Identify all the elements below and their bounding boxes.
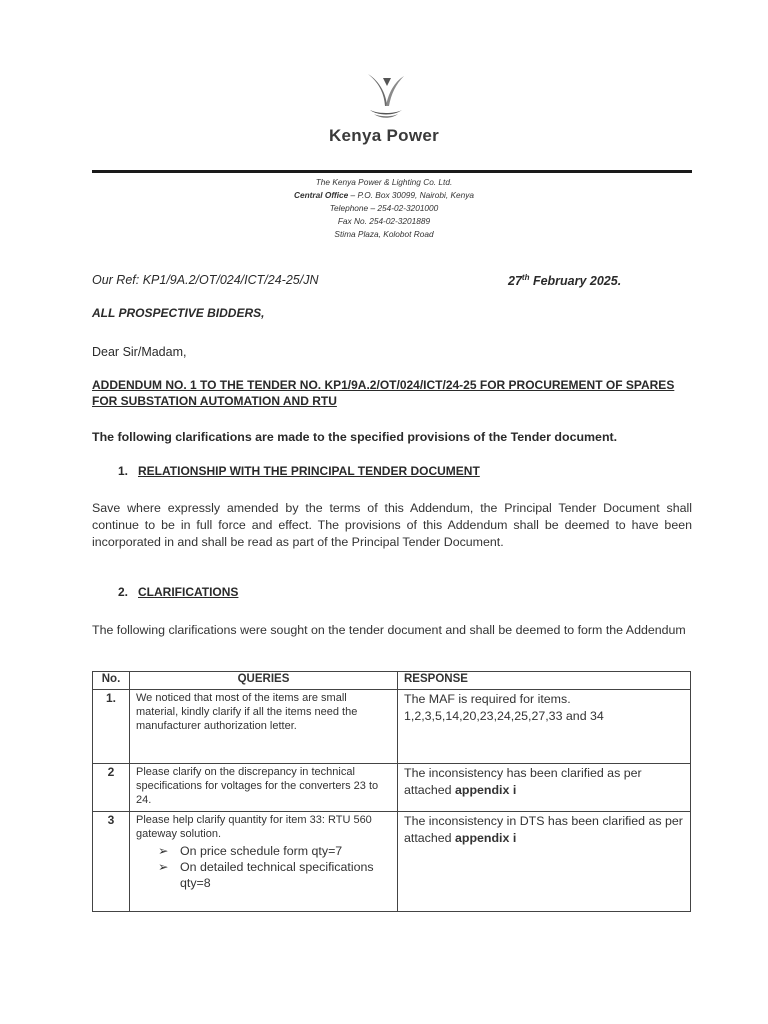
subject-heading: ADDENDUM NO. 1 TO THE TENDER NO. KP1/9A.2/OT/024/ICT/24-25 FOR PROCUREMENT OF SPARES FOR SUBSTATION AUTOMATION AND RTU [92,378,675,408]
row-number: 3 [93,812,130,912]
arrow-bullet-icon: ➢ [158,844,169,858]
our-reference: Our Ref: KP1/9A.2/OT/024/ICT/24-25/JN [92,273,319,287]
section-title: CLARIFICATIONS [138,585,239,599]
column-header-queries: QUERIES [130,672,398,690]
row-number: 2 [93,764,130,812]
table-row [93,690,691,764]
brand-name: Kenya Power [328,126,440,145]
section-1-heading [118,464,480,478]
list-item: ➢ On price schedule form qty=7 [158,844,343,858]
company-address [0,176,768,241]
section-1-body: Save where expressly amended by the terms of this Addendum, the Principal Tender Document shall continue to be in full force and effect. The provisions of this Addendum shall be deemed to have been incorporated in and shall be read as part of the Principal Tender Document. [92,501,692,549]
letter-date [508,273,621,288]
company-name: The Kenya Power & Lighting Co. Ltd. [315,177,453,187]
response-text: The inconsistency in DTS has been clarified as per attached [404,814,683,845]
section-title: RELATIONSHIP WITH THE PRINCIPAL TENDER DOCUMENT [138,464,480,478]
query-cell [130,812,398,912]
central-office-label: Central Office [293,190,349,200]
response-cell [398,764,691,812]
addressee: ALL PROSPECTIVE BIDDERS, [92,306,265,320]
kenya-power-logo [364,70,408,122]
query-text: Please help clarify quantity for item 33: RTU 560 gateway solution. [136,814,372,840]
table-row [93,764,691,812]
query-cell: We noticed that most of the items are small material, kindly clarify if all the items need the manufacturer authorization letter. [130,690,398,764]
arrow-bullet-icon: ➢ [158,860,169,874]
query-cell: Please clarify on the discrepancy in technical specifications for voltages for the converters 23 to 24. [130,764,398,812]
row-number: 1. [93,690,130,764]
response-cell [398,690,691,764]
appendix-reference: appendix i [454,783,517,797]
telephone-line: Telephone – 254-02-3201000 [329,203,439,213]
column-header-no: No. [93,672,130,690]
fax-line: Fax No. 254-02-3201889 [337,216,431,226]
section-2-body: The following clarifications were sought on the tender document and shall be deemed to form the Addendum [92,623,686,637]
section-number: 1. [118,464,129,478]
response-text: The inconsistency has been clarified as per attached [404,766,642,797]
list-item: ➢ On detailed technical specifications qty=8 [158,860,374,890]
response-cell [398,812,691,912]
quantity-bullet-list [158,843,391,891]
location-line: Stima Plaza, Kolobot Road [334,229,434,239]
table-row [93,812,691,912]
clarifications-table [92,671,691,912]
column-header-response: RESPONSE [398,672,691,690]
letterhead-rule [92,170,692,173]
date-suffix: th [521,273,530,282]
section-number: 2. [118,585,129,599]
table-header-row [93,672,691,690]
appendix-reference: appendix i [454,831,517,845]
section-2-heading [118,585,238,599]
date-day: 27 [508,274,522,289]
date-rest: February 2025. [529,274,622,289]
salutation: Dear Sir/Madam, [92,345,187,359]
response-text: The MAF is required for items. 1,2,3,5,14,20,23,24,25,27,33 and 34 [404,692,604,723]
central-office-line [0,189,768,202]
intro-statement: The following clarifications are made to the specified provisions of the Tender document. [92,430,618,444]
central-office-value: – P.O. Box 30099, Nairobi, Kenya [348,190,475,200]
